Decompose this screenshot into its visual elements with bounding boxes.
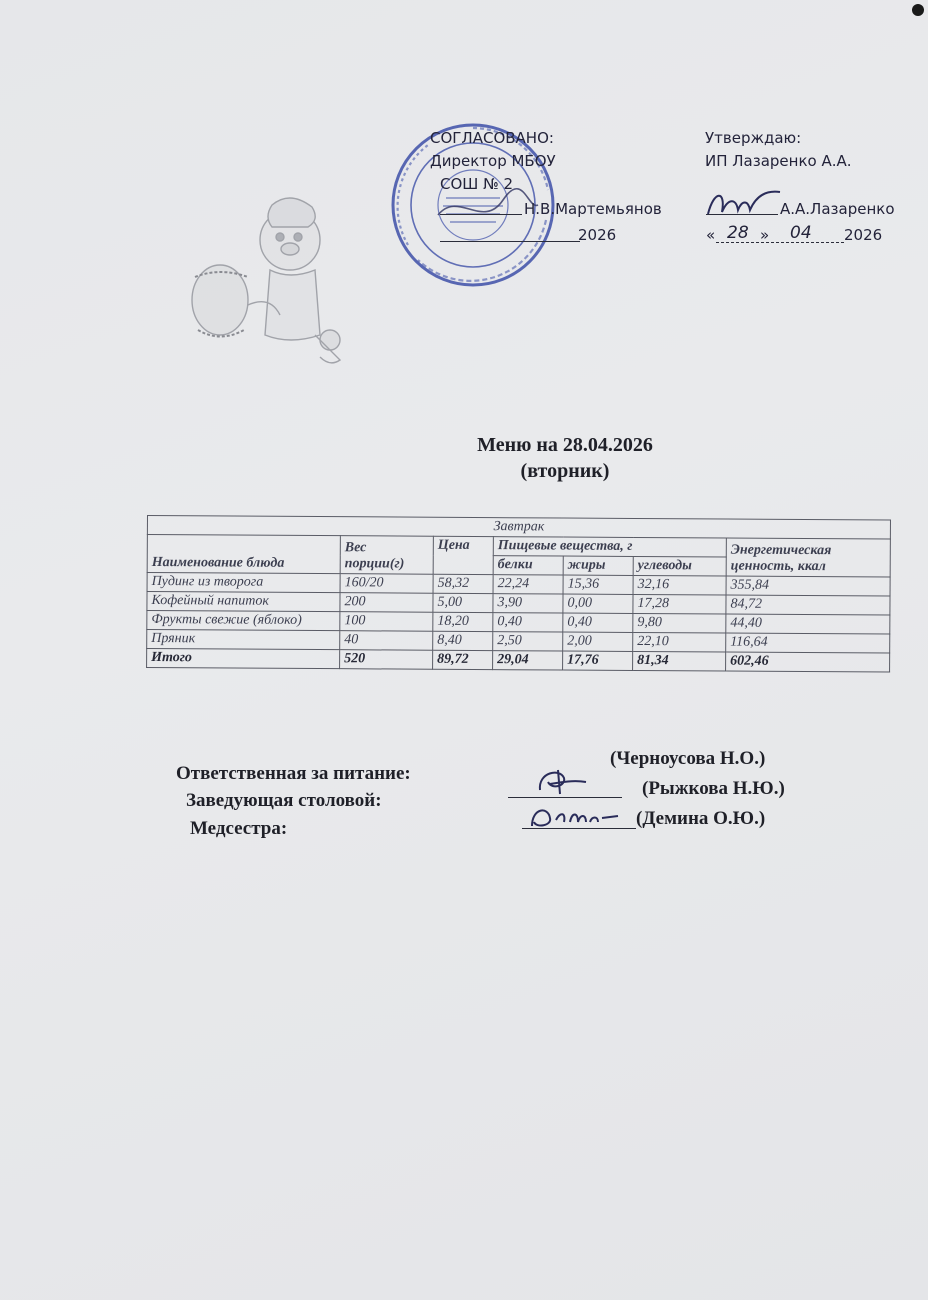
signature-role-responsible: Ответственная за питание: (176, 763, 411, 784)
cell-fats: 2,00 (563, 632, 633, 651)
cell-name: Пряник (147, 630, 340, 650)
cell-proteins: 22,24 (493, 575, 563, 594)
cell-price: 18,20 (433, 612, 493, 631)
corner-dot (912, 4, 924, 16)
header-weight: Вес порции(г) (340, 536, 433, 575)
cell-weight: 100 (340, 612, 433, 632)
total-fats: 17,76 (563, 651, 633, 670)
total-weight: 520 (340, 650, 433, 670)
cell-energy: 84,72 (726, 595, 890, 615)
approval-left-sign-line (440, 214, 522, 215)
cell-energy: 116,64 (726, 633, 890, 653)
approval-right-date-line (716, 242, 844, 243)
cell-fats: 0,40 (563, 613, 633, 632)
cell-proteins: 0,40 (493, 613, 563, 632)
cell-fats: 0,00 (563, 594, 633, 613)
header-nutrients: Пищевые вещества, г (493, 537, 726, 557)
signature-scribble-nurse (526, 800, 621, 832)
approval-right-date-day: 28 (727, 223, 749, 243)
cell-weight: 200 (340, 593, 433, 613)
approval-right-signer: А.А.Лазаренко (780, 200, 895, 218)
approval-left-year: 2026 (578, 226, 617, 244)
cell-name: Кофейный напиток (147, 592, 340, 612)
signature-role-canteen-head: Заведующая столовой: (186, 790, 382, 811)
cell-weight: 40 (340, 631, 433, 651)
cell-carbs: 9,80 (633, 613, 726, 633)
page-subtitle-weekday: (вторник) (520, 460, 610, 482)
cell-proteins: 2,50 (493, 632, 563, 651)
table-header-row (147, 535, 890, 559)
signature-person-nurse: (Демина О.Ю.) (636, 808, 766, 829)
total-proteins: 29,04 (493, 651, 563, 670)
cell-proteins: 3,90 (493, 594, 563, 613)
cell-energy: 355,84 (726, 576, 890, 596)
total-carbs: 81,34 (633, 651, 726, 671)
cell-carbs: 22,10 (633, 632, 726, 652)
header-proteins: белки (493, 556, 563, 575)
table-total-row (147, 649, 890, 673)
cell-price: 8,40 (433, 631, 493, 650)
signature-scribble-canteen-head (530, 764, 590, 798)
approval-right-entity: ИП Лазаренко А.А. (705, 152, 852, 170)
cell-price: 5,00 (433, 593, 493, 612)
cell-price: 58,32 (433, 574, 493, 593)
signature-person-responsible: (Черноусова Н.О.) (610, 748, 766, 769)
cell-carbs: 17,28 (633, 594, 726, 614)
signature-person-canteen-head: (Рыжкова Н.Ю.) (642, 778, 785, 799)
approval-right-heading: Утверждаю: (705, 129, 802, 147)
cell-carbs: 32,16 (633, 575, 726, 595)
approval-right-date-month: 04 (790, 223, 812, 243)
total-energy: 602,46 (726, 652, 890, 672)
cell-weight: 160/20 (340, 574, 433, 594)
approval-left-school: СОШ № 2 (440, 175, 514, 193)
header-name: Наименование блюда (147, 535, 340, 574)
approval-left-heading: СОГЛАСОВАНО: (430, 129, 554, 147)
signature-role-nurse: Медсестра: (190, 818, 288, 839)
approval-left-position: Директор МБОУ (430, 152, 556, 170)
cell-fats: 15,36 (563, 575, 633, 594)
cell-name: Пудинг из творога (147, 573, 340, 593)
header-fats: жиры (563, 556, 633, 575)
cell-energy: 44,40 (726, 614, 890, 634)
approval-right-date-open: « (706, 226, 716, 244)
page-title: Меню на 28.04.2026 (477, 434, 653, 456)
approval-left-date-line (440, 241, 580, 242)
section-title: Завтрак (147, 516, 890, 540)
header-price: Цена (433, 536, 493, 574)
cell-name: Фрукты свежие (яблоко) (147, 611, 340, 631)
approval-right-date-year: 2026 (844, 226, 883, 244)
approval-right-date-close: » (760, 226, 770, 244)
total-name: Итого (147, 649, 340, 669)
menu-table (146, 515, 891, 673)
total-price: 89,72 (433, 650, 493, 669)
header-carbs: углеводы (633, 556, 726, 576)
chef-mascot-illustration (180, 185, 355, 380)
header-energy: Энергетическая ценность, ккал (726, 538, 890, 577)
approval-right-signature-scribble (704, 186, 784, 220)
approval-left-signer: Н.В.Мартемьянов (524, 200, 662, 218)
